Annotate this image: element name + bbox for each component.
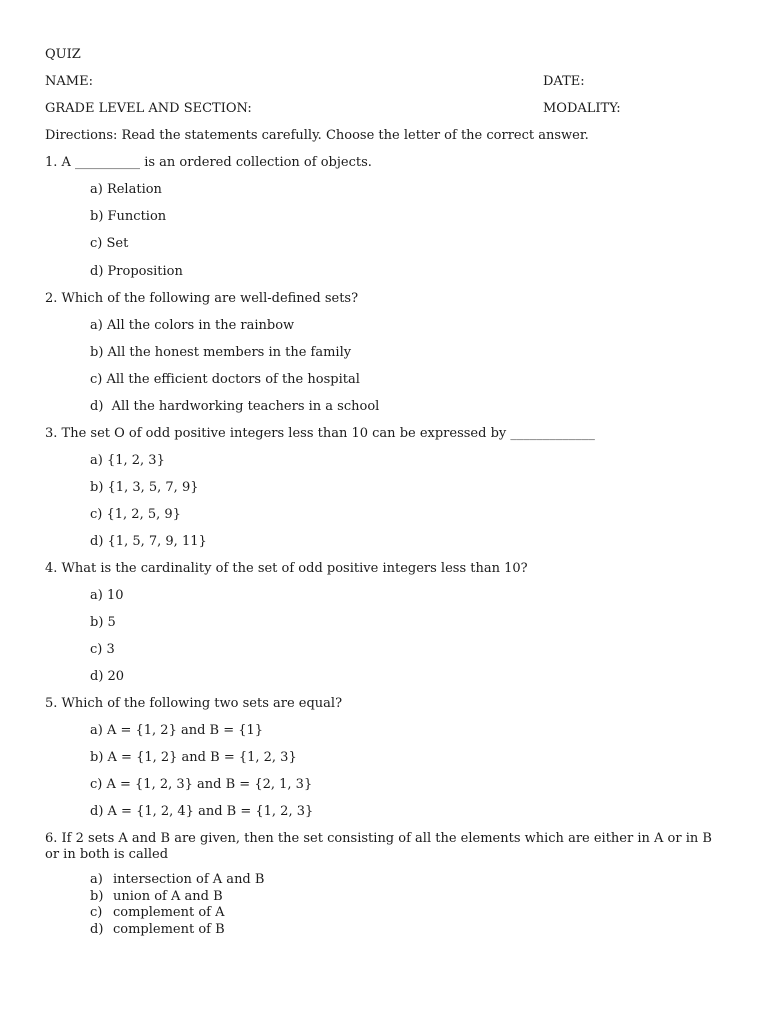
question-6: 6. If 2 sets A and B are given, then the set consisting of all the elements which are either in A or in B or in both is called [45,831,712,862]
question-4-option-a: a) 10 [90,588,124,603]
grade-section-label: GRADE LEVEL AND SECTION: [45,101,252,116]
question-2: 2. Which of the following are well-defined sets? [45,291,359,306]
question-1-option-a: a) Relation [90,182,162,197]
question-5-option-a: a) A = {1, 2} and B = {1} [90,723,264,738]
question-1-option-d: d) Proposition [90,264,183,279]
question-5-option-c: c) A = {1, 2, 3} and B = {2, 1, 3} [90,777,313,792]
name-label: NAME: [45,74,93,89]
question-1-option-b: b) Function [90,209,167,224]
question-5-option-b: b) A = {1, 2} and B = {1, 2, 3} [90,750,297,765]
question-4: 4. What is the cardinality of the set of odd positive integers less than 10? [45,561,528,576]
question-3: 3. The set O of odd positive integers less than 10 can be expressed by _____________ [45,426,595,441]
option-letter: c) [90,905,103,920]
question-4-option-d: d) 20 [90,669,125,684]
question-2-option-b: b) All the honest members in the family [90,345,352,360]
question-5-option-d: d) A = {1, 2, 4} and B = {1, 2, 3} [90,804,314,819]
question-3-option-b: b) {1, 3, 5, 7, 9} [90,480,199,495]
date-label: DATE: [543,74,585,89]
question-4-option-b: b) 5 [90,615,116,630]
option-letter: d) [90,922,104,937]
option-text: complement of A [113,905,225,920]
question-2-option-d: d) All the hardworking teachers in a school [90,399,380,414]
quiz-title: QUIZ [45,47,81,62]
question-3-option-d: d) {1, 5, 7, 9, 11} [90,534,207,549]
option-letter: a) [90,872,103,887]
question-1-option-c: c) Set [90,236,129,251]
directions: Directions: Read the statements carefully. Choose the letter of the correct answer. [45,128,589,143]
modality-label: MODALITY: [543,101,621,116]
question-2-option-c: c) All the efficient doctors of the hospital [90,372,360,387]
question-2-option-a: a) All the colors in the rainbow [90,318,295,333]
question-4-option-c: c) 3 [90,642,115,657]
option-text: complement of B [113,922,225,937]
question-5: 5. Which of the following two sets are equal? [45,696,343,711]
option-text: intersection of A and B [113,872,265,887]
question-6-option-d [90,922,225,938]
question-3-option-c: c) {1, 2, 5, 9} [90,507,181,522]
question-3-option-a: a) {1, 2, 3} [90,453,165,468]
question-6-option-c [90,905,225,921]
option-text: union of A and B [113,889,223,904]
question-1: 1. A __________ is an ordered collection of objects. [45,155,372,170]
question-6-option-a [90,872,264,888]
question-6-option-b [90,889,223,905]
option-letter: b) [90,889,104,904]
